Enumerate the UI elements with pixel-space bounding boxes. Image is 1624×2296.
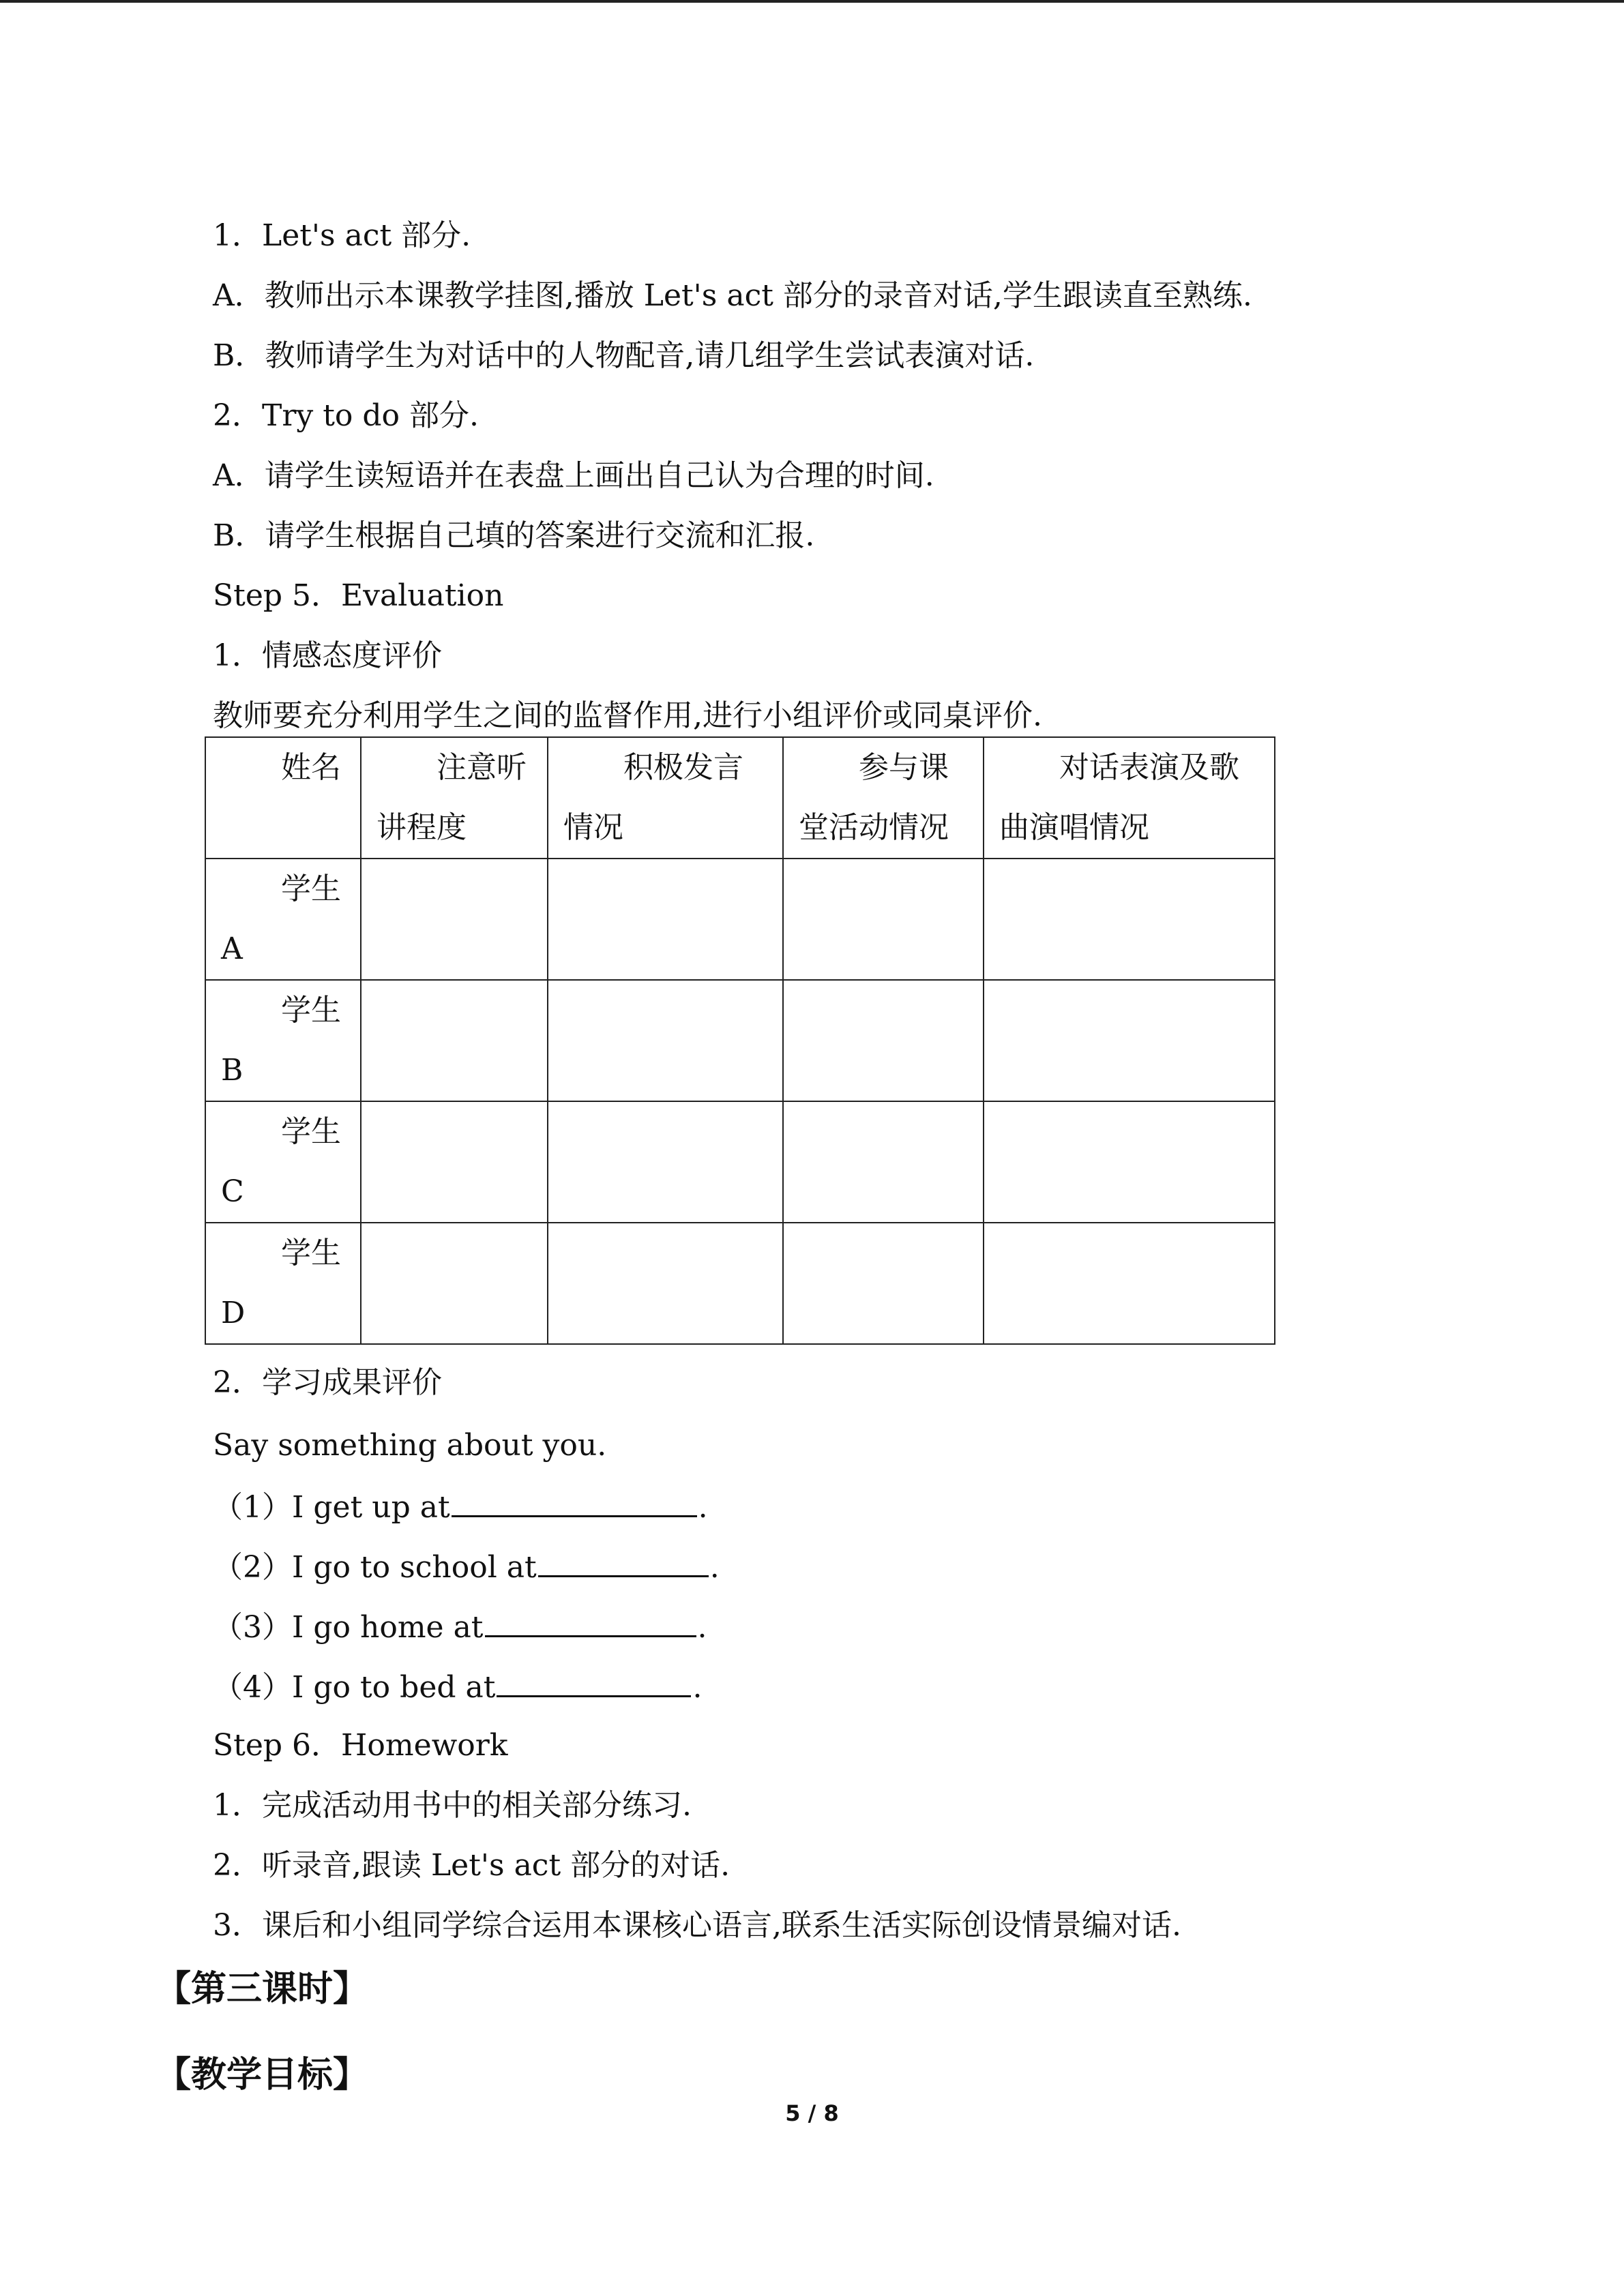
header-performance: [984, 737, 1275, 859]
text-line-lets-act: 1．Let's act 部分.: [213, 218, 471, 253]
fill-text: （2）I go to school at: [213, 1550, 537, 1585]
fill-line-go-to-bed: [213, 1665, 702, 1708]
row-label-cell: [205, 859, 361, 980]
text-line-step5: Step 5．Evaluation: [213, 578, 504, 613]
text-line-try-to-do: 2．Try to do 部分.: [213, 398, 479, 433]
header-attention: [361, 737, 548, 859]
row-label-cell: [205, 1101, 361, 1223]
period: .: [697, 1610, 707, 1645]
text-line-b-report: B．请学生根据自己填的答案进行交流和汇报.: [213, 518, 815, 553]
text-line-step6: Step 6．Homework: [213, 1728, 508, 1763]
page-number: 5 / 8: [785, 2100, 839, 2126]
text-line-a-read-phrases: A．请学生读短语并在表盘上画出自己认为合理的时间.: [213, 458, 934, 493]
table-cell: [984, 1223, 1275, 1344]
fill-text: （3）I go home at: [213, 1610, 484, 1645]
fill-line-get-up: [213, 1485, 708, 1528]
fill-text: （1）I get up at: [213, 1490, 450, 1525]
table-cell: [548, 980, 783, 1101]
text-line-learning-eval: 2．学习成果评价: [213, 1365, 442, 1400]
table-row: [205, 980, 1275, 1101]
table-cell: [548, 1101, 783, 1223]
table-cell: [783, 1223, 984, 1344]
evaluation-table: [205, 736, 1275, 1345]
period: .: [709, 1550, 720, 1585]
answer-blank[interactable]: [452, 1485, 697, 1517]
row-label-cell: [205, 1223, 361, 1344]
table-row: [205, 1101, 1275, 1223]
table-row: [205, 1223, 1275, 1344]
header-attention-text: 注意听讲程度: [377, 750, 527, 845]
row-label-cell: [205, 980, 361, 1101]
header-speaking-text: 积极发言情况: [563, 750, 743, 845]
row-label: 学生 B: [221, 993, 341, 1088]
header-activity: [783, 737, 984, 859]
table-cell: [783, 859, 984, 980]
table-cell: [984, 1101, 1275, 1223]
table-cell: [361, 980, 548, 1101]
text-line-b-dubbing: B．教师请学生为对话中的人物配音,请几组学生尝试表演对话.: [213, 338, 1035, 373]
section-heading-objectives: 【教学目标】: [156, 2055, 369, 2096]
answer-blank[interactable]: [538, 1545, 709, 1577]
period: .: [698, 1490, 708, 1525]
text-line-homework-2: 2．听录音,跟读 Let's act 部分的对话.: [213, 1848, 730, 1883]
table-row: [205, 859, 1275, 980]
row-label: 学生 D: [221, 1236, 341, 1330]
table-cell: [361, 859, 548, 980]
table-cell: [984, 980, 1275, 1101]
text-line-attitude-eval: 1．情感态度评价: [213, 638, 442, 673]
text-line-teacher-supervise: 教师要充分利用学生之间的监督作用,进行小组评价或同桌评价.: [213, 698, 1042, 733]
text-line-a-teacher-shows: A．教师出示本课教学挂图,播放 Let's act 部分的录音对话,学生跟读直至熟练.: [213, 278, 1252, 313]
header-activity-text: 参与课堂活动情况: [799, 750, 949, 845]
row-label: 学生 C: [221, 1114, 341, 1209]
table-cell: [783, 1101, 984, 1223]
header-name-text: 姓名: [281, 750, 341, 785]
answer-blank[interactable]: [497, 1665, 691, 1697]
period: .: [692, 1670, 703, 1705]
table-cell: [548, 859, 783, 980]
table-cell: [361, 1101, 548, 1223]
header-performance-text: 对话表演及歌曲演唱情况: [999, 750, 1239, 845]
row-label: 学生 A: [221, 871, 341, 966]
table-cell: [548, 1223, 783, 1344]
answer-blank[interactable]: [485, 1605, 696, 1637]
text-line-homework-3: 3．课后和小组同学综合运用本课核心语言,联系生活实际创设情景编对话.: [213, 1908, 1181, 1943]
table-cell: [361, 1223, 548, 1344]
fill-text: （4）I go to bed at: [213, 1670, 496, 1705]
fill-line-go-to-school: [213, 1545, 720, 1588]
text-line-homework-1: 1．完成活动用书中的相关部分练习.: [213, 1788, 692, 1823]
section-heading-third-period: 【第三课时】: [156, 1969, 369, 2010]
text-line-say-something: Say something about you.: [213, 1428, 607, 1463]
table-cell: [783, 980, 984, 1101]
top-border: [0, 0, 1624, 3]
header-speaking: [548, 737, 783, 859]
fill-line-go-home: [213, 1605, 707, 1648]
header-name: [205, 737, 361, 859]
table-header-row: [205, 737, 1275, 859]
table-cell: [984, 859, 1275, 980]
